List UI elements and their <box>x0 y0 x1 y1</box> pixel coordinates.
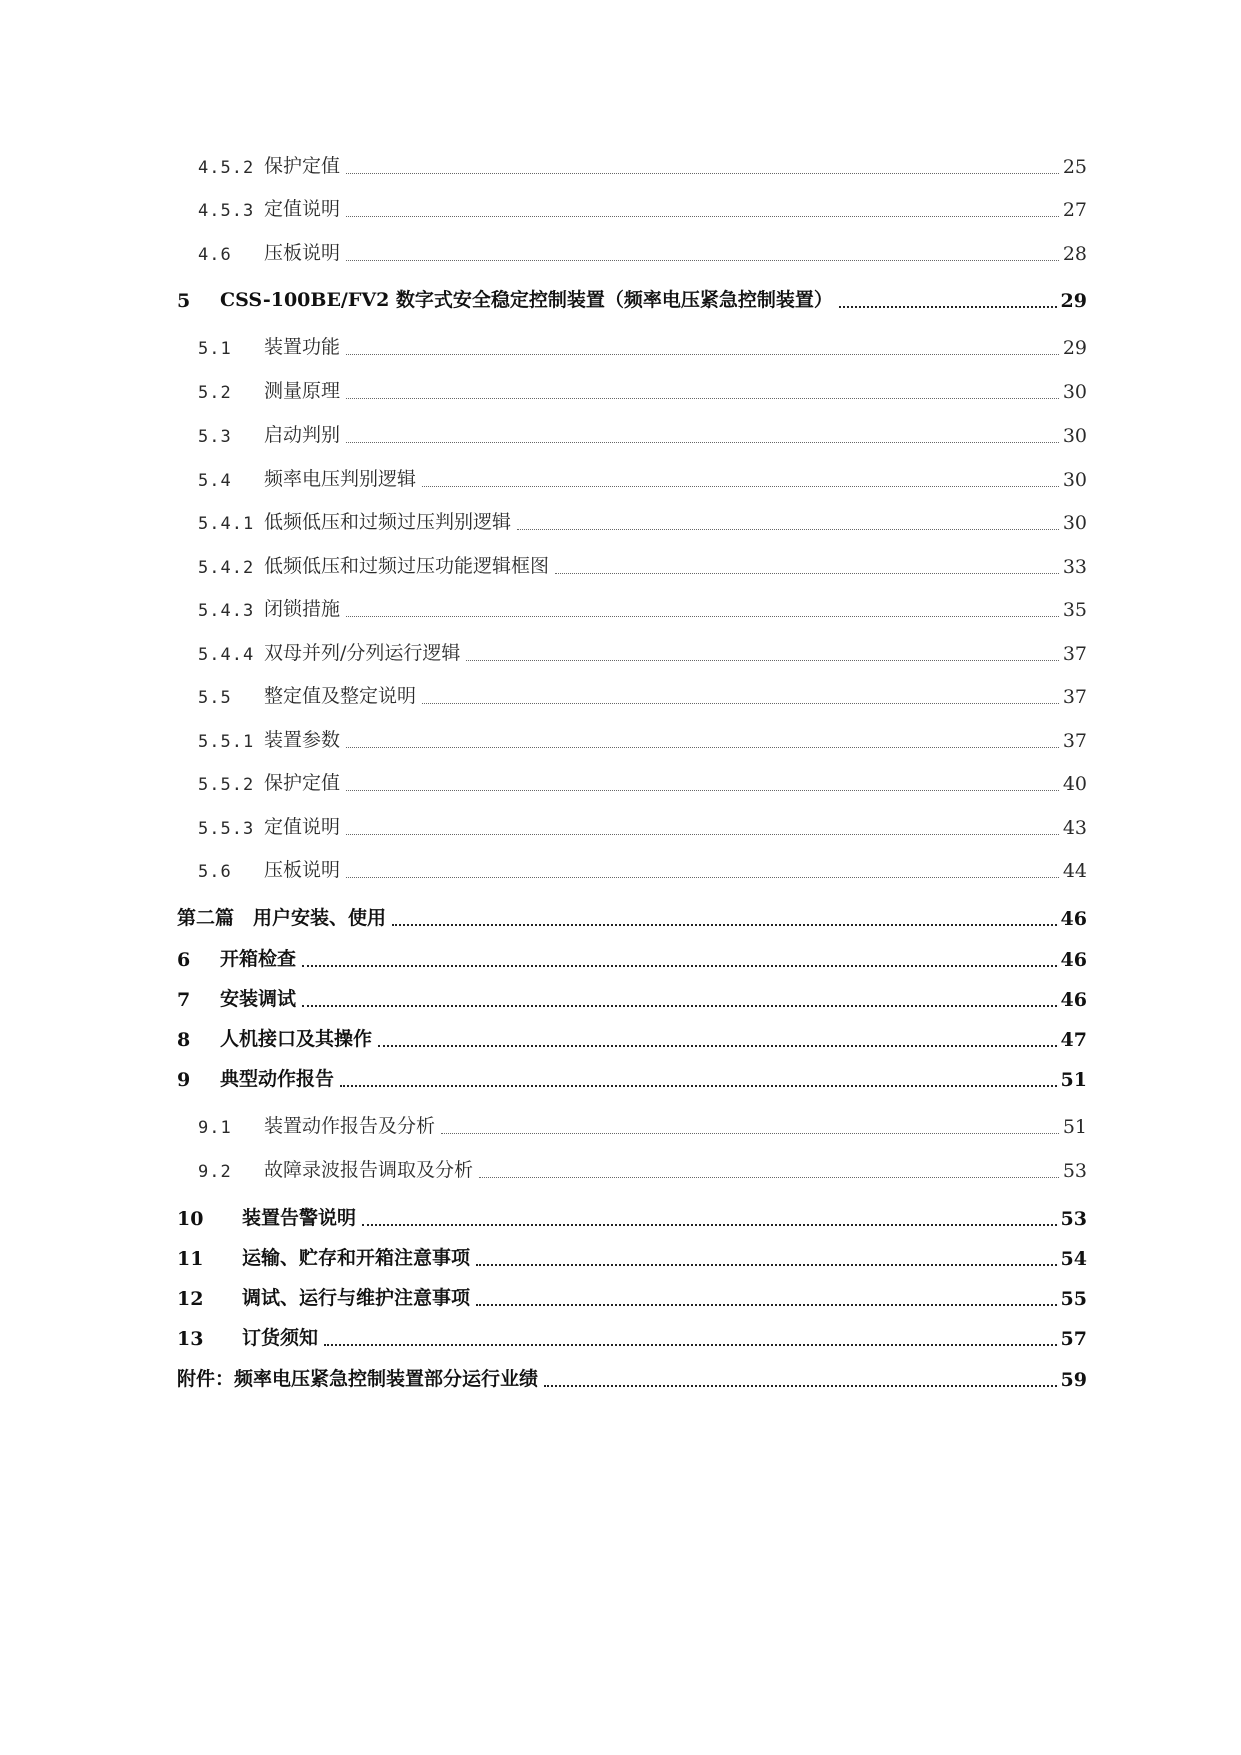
toc-entry-title: 装置动作报告及分析 <box>264 1111 437 1138</box>
toc-entry-title: 测量原理 <box>264 376 342 403</box>
toc-entry-title: 装置告警说明 <box>242 1203 358 1230</box>
toc-entry-number: 5.1 <box>198 339 232 359</box>
toc-dot-leader <box>346 260 1059 261</box>
toc-entry-page-number: 46 <box>1060 908 1087 930</box>
toc-entry-number: 5.2 <box>198 383 232 403</box>
toc-entry-page-number: 27 <box>1062 199 1087 221</box>
toc-entry[interactable] <box>0 1154 1241 1184</box>
toc-entry-page-number: 37 <box>1062 686 1087 708</box>
toc-entry-title: 整定值及整定说明 <box>264 681 418 708</box>
toc-entry-page-number: 35 <box>1062 599 1087 621</box>
toc-entry-title: 闭锁措施 <box>264 594 342 621</box>
toc-entry-page-number: 37 <box>1062 643 1087 665</box>
toc-entry[interactable] <box>0 463 1241 493</box>
toc-dot-leader <box>839 306 1057 308</box>
toc-dot-leader <box>392 924 1057 926</box>
toc-entry[interactable] <box>0 375 1241 405</box>
toc-dot-leader <box>346 747 1059 748</box>
toc-dot-leader <box>378 1045 1057 1047</box>
toc-entry-number: 5 <box>177 290 191 312</box>
toc-entry[interactable] <box>0 237 1241 267</box>
toc-dot-leader <box>517 529 1059 530</box>
toc-entry-title: CSS-100BE/FV2 数字式安全稳定控制装置（频率电压紧急控制装置） <box>220 285 835 312</box>
toc-entry-page-number: 51 <box>1062 1116 1087 1138</box>
toc-entry[interactable] <box>0 724 1241 754</box>
toc-entry[interactable] <box>0 680 1241 710</box>
toc-entry[interactable] <box>0 902 1241 932</box>
toc-dot-leader <box>422 486 1059 487</box>
toc-entry-page-number: 40 <box>1062 773 1087 795</box>
toc-entry-page-number: 47 <box>1060 1029 1087 1051</box>
toc-entry-number: 5.4 <box>198 471 232 491</box>
toc-dot-leader <box>441 1133 1059 1134</box>
toc-entry-page-number: 30 <box>1062 469 1087 491</box>
toc-entry-page-number: 37 <box>1062 730 1087 752</box>
toc-entry-title: 定值说明 <box>264 194 342 221</box>
toc-entry-title: 安装调试 <box>220 984 298 1011</box>
toc-entry-title: 调试、运行与维护注意事项 <box>242 1283 472 1310</box>
toc-entry-page-number: 44 <box>1062 860 1087 882</box>
toc-entry-title: 开箱检查 <box>220 944 298 971</box>
toc-entry-number: 9.2 <box>198 1162 232 1182</box>
toc-entry-title: 装置参数 <box>264 725 342 752</box>
toc-entry-page-number: 46 <box>1060 989 1087 1011</box>
toc-entry-title: 保护定值 <box>264 151 342 178</box>
toc-dot-leader <box>479 1177 1059 1178</box>
toc-entry-title: 装置功能 <box>264 332 342 359</box>
toc-entry-title: 低频低压和过频过压功能逻辑框图 <box>264 551 551 578</box>
toc-entry-title: 附件：频率电压紧急控制装置部分运行业绩 <box>177 1364 540 1391</box>
toc-dot-leader <box>555 573 1059 574</box>
toc-dot-leader <box>362 1224 1057 1226</box>
toc-dot-leader <box>302 965 1057 967</box>
toc-entry-title: 压板说明 <box>264 238 342 265</box>
toc-entry[interactable] <box>0 331 1241 361</box>
toc-entry-page-number: 53 <box>1060 1208 1087 1230</box>
toc-dot-leader <box>346 790 1059 791</box>
toc-entry-number: 5.5.1 <box>198 732 255 752</box>
toc-entry-page-number: 25 <box>1062 156 1087 178</box>
toc-entry-page-number: 55 <box>1060 1288 1087 1310</box>
toc-entry-page-number: 46 <box>1060 949 1087 971</box>
toc-entry-number: 5.5.2 <box>198 775 255 795</box>
toc-entry-number: 9 <box>177 1069 191 1091</box>
toc-dot-leader <box>346 442 1059 443</box>
toc-entry-number: 12 <box>177 1288 204 1310</box>
toc-entry-number: 5.6 <box>198 862 232 882</box>
toc-entry-title: 保护定值 <box>264 768 342 795</box>
toc-entry-number: 4.6 <box>198 245 232 265</box>
toc-dot-leader <box>346 616 1059 617</box>
toc-entry-page-number: 30 <box>1062 381 1087 403</box>
toc-entry-page-number: 59 <box>1060 1369 1087 1391</box>
toc-entry[interactable] <box>0 1363 1241 1393</box>
toc-entry-page-number: 29 <box>1060 290 1087 312</box>
toc-entry-number: 6 <box>177 949 191 971</box>
toc-dot-leader <box>544 1385 1057 1387</box>
toc-entry[interactable] <box>0 1282 1241 1312</box>
toc-entry-number: 5.4.1 <box>198 514 255 534</box>
toc-entry[interactable] <box>0 1063 1241 1093</box>
toc-entry-title: 订货须知 <box>242 1323 320 1350</box>
toc-entry-page-number: 57 <box>1060 1328 1087 1350</box>
toc-entry-page-number: 43 <box>1062 817 1087 839</box>
toc-entry[interactable] <box>0 506 1241 536</box>
toc-entry-number: 10 <box>177 1208 204 1230</box>
toc-dot-leader <box>346 398 1059 399</box>
toc-entry-number: 5.4.3 <box>198 601 255 621</box>
toc-dot-leader <box>346 354 1059 355</box>
toc-entry-title: 压板说明 <box>264 855 342 882</box>
toc-dot-leader <box>476 1304 1057 1306</box>
toc-entry-number: 7 <box>177 989 191 1011</box>
toc-entry-number: 5.4.2 <box>198 558 255 578</box>
toc-entry-number: 11 <box>177 1248 204 1270</box>
toc-entry-title: 典型动作报告 <box>220 1064 336 1091</box>
toc-entry-number: 5.4.4 <box>198 645 255 665</box>
toc-entry[interactable] <box>0 419 1241 449</box>
toc-entry-title: 第二篇 用户安装、使用 <box>177 903 388 930</box>
toc-dot-leader <box>346 834 1059 835</box>
toc-entry-page-number: 30 <box>1062 512 1087 534</box>
toc-entry-number: 13 <box>177 1328 204 1350</box>
toc-entry-number: 4.5.2 <box>198 158 255 178</box>
toc-entry-number: 5.3 <box>198 427 232 447</box>
toc-entry[interactable] <box>0 637 1241 667</box>
toc-entry[interactable] <box>0 1242 1241 1272</box>
toc-entry[interactable] <box>0 1110 1241 1140</box>
toc-entry-number: 8 <box>177 1029 191 1051</box>
toc-entry[interactable] <box>0 284 1241 314</box>
toc-dot-leader <box>302 1005 1057 1007</box>
toc-entry[interactable] <box>0 767 1241 797</box>
toc-entry[interactable] <box>0 1023 1241 1053</box>
toc-entry-title: 定值说明 <box>264 812 342 839</box>
toc-entry[interactable] <box>0 593 1241 623</box>
toc-dot-leader <box>476 1264 1057 1266</box>
toc-entry-number: 5.5 <box>198 688 232 708</box>
toc-entry[interactable] <box>0 550 1241 580</box>
toc-entry[interactable] <box>0 811 1241 841</box>
toc-dot-leader <box>422 703 1059 704</box>
toc-entry-number: 5.5.3 <box>198 819 255 839</box>
toc-dot-leader <box>340 1085 1057 1087</box>
toc-entry-page-number: 51 <box>1060 1069 1087 1091</box>
toc-entry-page-number: 53 <box>1062 1160 1087 1182</box>
toc-entry-title: 人机接口及其操作 <box>220 1024 374 1051</box>
toc-entry-title: 启动判别 <box>264 420 342 447</box>
toc-entry[interactable] <box>0 193 1241 223</box>
toc-entry-page-number: 54 <box>1060 1248 1087 1270</box>
toc-entry[interactable] <box>0 854 1241 884</box>
toc-dot-leader <box>466 660 1058 661</box>
toc-entry[interactable] <box>0 1322 1241 1352</box>
toc-entry[interactable] <box>0 1202 1241 1232</box>
toc-entry-page-number: 29 <box>1062 337 1087 359</box>
toc-entry-page-number: 33 <box>1062 556 1087 578</box>
toc-dot-leader <box>324 1344 1057 1346</box>
toc-entry-title: 故障录波报告调取及分析 <box>264 1155 475 1182</box>
toc-dot-leader <box>346 216 1059 217</box>
toc-entry-title: 低频低压和过频过压判别逻辑 <box>264 507 513 534</box>
toc-dot-leader <box>346 877 1059 878</box>
toc-entry-number: 4.5.3 <box>198 201 255 221</box>
toc-entry-page-number: 30 <box>1062 425 1087 447</box>
toc-entry-page-number: 28 <box>1062 243 1087 265</box>
toc-entry-number: 9.1 <box>198 1118 232 1138</box>
toc-dot-leader <box>346 173 1059 174</box>
toc-entry-title: 频率电压判别逻辑 <box>264 464 418 491</box>
toc-entry-title: 双母并列/分列运行逻辑 <box>264 638 462 665</box>
toc-entry[interactable] <box>0 943 1241 973</box>
toc-entry-title: 运输、贮存和开箱注意事项 <box>242 1243 472 1270</box>
toc-entry[interactable] <box>0 150 1241 180</box>
toc-entry[interactable] <box>0 983 1241 1013</box>
